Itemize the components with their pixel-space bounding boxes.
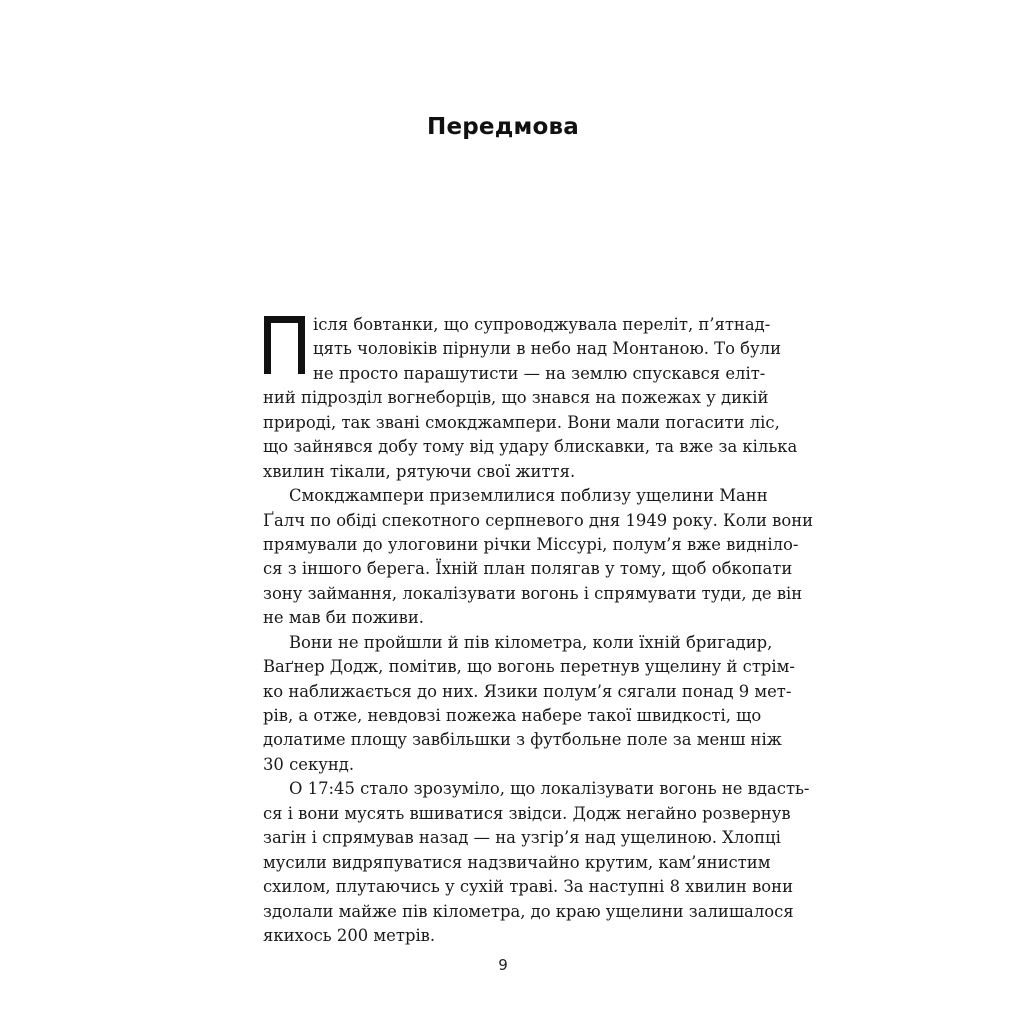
- text-line: прямували до улоговини річки Міссурі, полум’я вже видніло-: [263, 534, 799, 554]
- text-line: Смокджампери приземлилися поблизу ущелини Манн: [289, 486, 768, 506]
- text-line: загін і спрямував назад — на узгір’я над ущелиною. Хлопці: [263, 828, 781, 848]
- text-line: мусили видряпуватися надзвичайно крутим, кам’янистим: [263, 852, 771, 872]
- text-line: ісля бовтанки, що супроводжувала переліт, п’ятнад-: [313, 315, 771, 334]
- text-line: О 17:45 стало зрозуміло, що локалізувати вогонь не вдасть-: [289, 779, 810, 799]
- text-line: не мав би поживи.: [263, 608, 424, 628]
- text-line: ко наближається до них. Язики полум’я сягали понад 9 мет-: [263, 681, 792, 701]
- text-line: Ваґнер Додж, помітив, що вогонь перетнув ущелину й стрім-: [263, 657, 795, 677]
- body-text: [263, 313, 814, 948]
- paragraph-4: [263, 777, 810, 948]
- paragraph-2: [263, 484, 814, 631]
- text-line: Вони не пройшли й пів кілометра, коли їхній бригадир,: [289, 632, 773, 652]
- paragraph-3: [263, 631, 795, 778]
- paragraph-1: [263, 313, 798, 484]
- text-line: долатиме площу завбільшки з футбольне поле за менш ніж: [263, 730, 782, 750]
- text-line: Ґалч по обіді спекотного серпневого дня 1949 року. Коли вони: [263, 510, 814, 530]
- text-line: ся і вони мусять вшиватися звідси. Додж негайно розвернув: [263, 803, 791, 823]
- text-line: зону займання, локалізувати вогонь і спрямувати туди, де він: [263, 583, 803, 603]
- text-line: ся з іншого берега. Їхній план полягав у тому, щоб обкопати: [263, 559, 793, 579]
- text-line: 30 секунд.: [263, 754, 355, 774]
- text-line: якихось 200 метрів.: [263, 925, 436, 945]
- page-number: 9: [498, 956, 508, 974]
- text-line: природі, так звані смокджампери. Вони мали погасити ліс,: [263, 412, 780, 432]
- text-line: цять чоловіків пірнули в небо над Монтаною. То були: [313, 339, 781, 359]
- text-line: схилом, плутаючись у сухій траві. За наступні 8 хвилин вони: [263, 877, 794, 897]
- chapter-title: Передмова: [427, 114, 579, 140]
- text-line: рів, а отже, невдовзі пожежа набере такої швидкості, що: [263, 706, 762, 725]
- text-line: не просто парашутисти — на землю спускався еліт-: [313, 363, 766, 383]
- text-line: ний підрозділ вогнеборців, що знався на пожежах у дикій: [263, 388, 769, 408]
- drop-cap: [264, 316, 305, 374]
- text-line: хвилин тікали, рятуючи свої життя.: [263, 461, 576, 481]
- text-line: що зайнявся добу тому від удару блискавки, та вже за кілька: [263, 437, 798, 457]
- text-line: здолали майже пів кілометра, до краю ущелини залишалося: [263, 901, 794, 921]
